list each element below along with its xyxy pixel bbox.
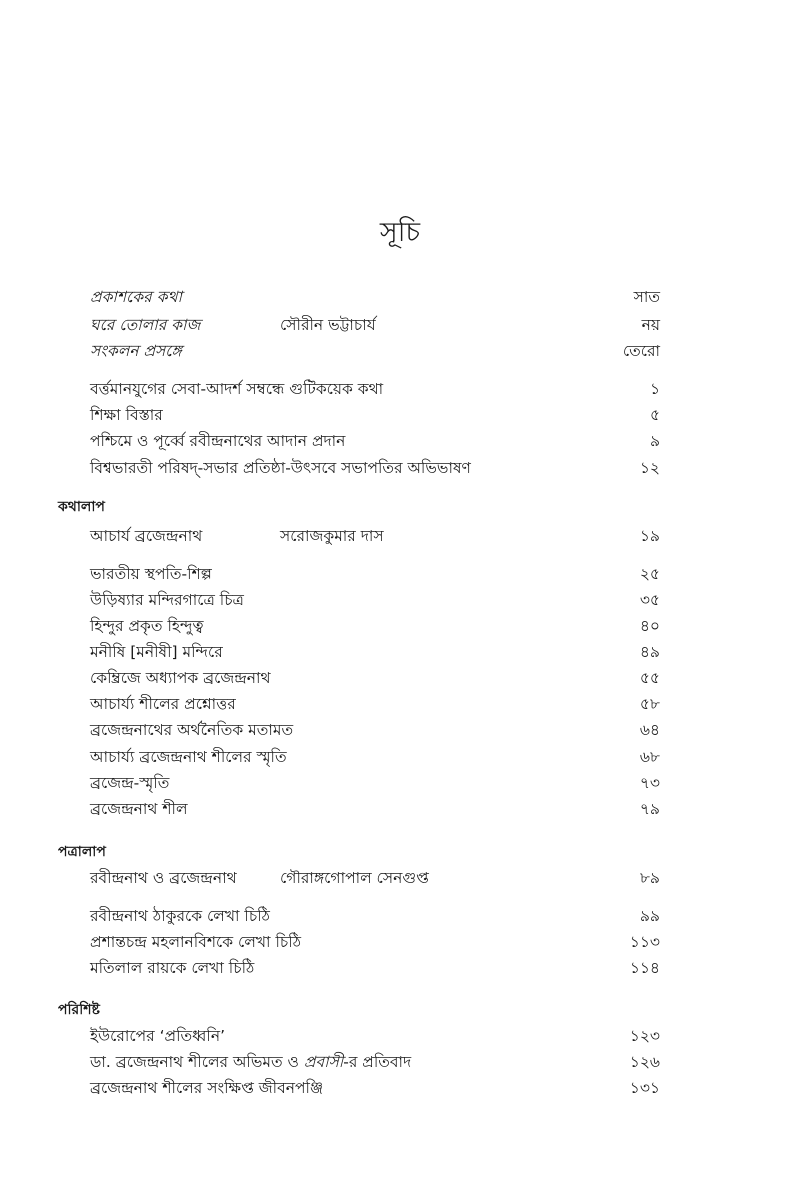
entry-page: ৪৯ bbox=[639, 643, 660, 661]
toc-entry bbox=[90, 285, 660, 309]
toc-entry bbox=[90, 1050, 660, 1074]
entry-page: সাত bbox=[633, 288, 660, 306]
entry-title: শিক্ষা বিস্তার bbox=[90, 406, 163, 424]
entry-page: নয় bbox=[641, 316, 660, 334]
toc-entry bbox=[90, 1076, 660, 1100]
entry-title-post: -র প্রতিবাদ bbox=[343, 1053, 412, 1071]
toc-entry bbox=[90, 339, 660, 363]
entry-page: ১২৩ bbox=[629, 1027, 660, 1045]
toc-entry bbox=[90, 524, 660, 548]
entry-title: রবীন্দ্রনাথ ও ব্রজেন্দ্রনাথ bbox=[90, 869, 237, 887]
entry-page: ৮৯ bbox=[639, 869, 660, 887]
toc-entry bbox=[90, 588, 660, 612]
toc-entry bbox=[90, 745, 660, 769]
entry-page: ৫৮ bbox=[639, 695, 660, 713]
entry-title: ঘরে তোলার কাজ bbox=[90, 316, 201, 334]
entry-title: প্রশান্তচন্দ্র মহলানবিশকে লেখা চিঠি bbox=[90, 933, 301, 951]
entry-title: সংকলন প্রসঙ্গে bbox=[90, 342, 182, 360]
entry-title: ব্রজেন্দ্রনাথ শীল bbox=[90, 800, 188, 818]
toc-entry bbox=[90, 1024, 660, 1048]
toc-entry bbox=[90, 562, 660, 586]
entry-title: বর্ত্তমানযুগের সেবা-আদর্শ সম্বন্ধে গুটিকয়েক কথা bbox=[90, 380, 384, 398]
entry-title: ভারতীয় স্থপতি-শিল্প bbox=[90, 565, 212, 583]
toc-entry bbox=[90, 614, 660, 638]
toc-entry bbox=[90, 692, 660, 716]
entry-title: রবীন্দ্রনাথ ঠাকুরকে লেখা চিঠি bbox=[90, 907, 270, 925]
toc-entry bbox=[90, 956, 660, 980]
entry-page: ৯ bbox=[649, 432, 660, 450]
entry-title: উড়িষ্যার মন্দিরগাত্রে চিত্র bbox=[90, 591, 244, 609]
entry-title bbox=[90, 1050, 411, 1074]
entry-title: আচার্য্য ব্রজেন্দ্রনাথ শীলের স্মৃতি bbox=[90, 748, 287, 766]
entry-title: মনীষি [মনীষী] মন্দিরে bbox=[90, 643, 223, 661]
entry-page: ১ bbox=[649, 380, 660, 398]
entry-title: ব্রজেন্দ্র-স্মৃতি bbox=[90, 774, 170, 792]
entry-title: আচার্য ব্রজেন্দ্রনাথ bbox=[90, 527, 203, 545]
toc-entry bbox=[90, 866, 660, 890]
entry-title: কেম্ব্রিজে অধ্যাপক ব্রজেন্দ্রনাথ bbox=[90, 669, 271, 687]
entry-title-italic: প্রবাসী bbox=[303, 1053, 344, 1071]
entry-title: ইউরোপের ‘প্রতিধ্বনি’ bbox=[90, 1027, 226, 1045]
toc-entry bbox=[90, 429, 660, 453]
entry-title: প্রকাশকের কথা bbox=[90, 288, 182, 306]
page-title: সূচি bbox=[379, 217, 421, 248]
toc-entry bbox=[90, 403, 660, 427]
entry-title: বিশ্বভারতী পরিষদ্‌-সভার প্রতিষ্ঠা-উৎসবে সভাপতির অভিভাষণ bbox=[90, 459, 471, 477]
entry-title: হিন্দুর প্রকৃত হিন্দুত্ব bbox=[90, 617, 204, 635]
toc-entry bbox=[90, 640, 660, 664]
entry-title: ব্রজেন্দ্রনাথের অর্থনৈতিক মতামত bbox=[90, 721, 294, 739]
entry-author: সরোজকুমার দাস bbox=[280, 527, 384, 545]
toc-entry bbox=[90, 456, 660, 480]
toc-entry bbox=[90, 377, 660, 401]
entry-page: ১৩১ bbox=[629, 1079, 660, 1097]
toc-entry bbox=[90, 904, 660, 928]
entry-title: পশ্চিমে ও পূর্ব্বে রবীন্দ্রনাথের আদান প্রদান bbox=[90, 432, 346, 450]
entry-page: ১১৪ bbox=[629, 959, 660, 977]
entry-page: ১৯ bbox=[639, 527, 660, 545]
section-heading-patralap: পত্রালাপ bbox=[58, 844, 106, 860]
entry-author: সৌরীন ভট্টাচার্য bbox=[280, 316, 376, 334]
section-heading-parishishta: পরিশিষ্ট bbox=[58, 1002, 100, 1018]
toc-entry bbox=[90, 313, 660, 337]
entry-page: ৯৯ bbox=[639, 907, 660, 925]
entry-page: ৬৮ bbox=[639, 748, 660, 766]
toc-entry bbox=[90, 718, 660, 742]
entry-title: ব্রজেন্দ্রনাথ শীলের সংক্ষিপ্ত জীবনপঞ্জি bbox=[90, 1079, 324, 1097]
entry-page: ৬৪ bbox=[639, 721, 660, 739]
entry-page: ৩৫ bbox=[639, 591, 660, 609]
entry-page: ৪০ bbox=[639, 617, 660, 635]
toc-entry bbox=[90, 771, 660, 795]
toc-entry bbox=[90, 930, 660, 954]
entry-page: ১২ bbox=[639, 459, 660, 477]
toc-entry bbox=[90, 797, 660, 821]
entry-page: ৭৯ bbox=[639, 800, 660, 818]
entry-page: ৫ bbox=[649, 406, 660, 424]
entry-page: ১২৬ bbox=[629, 1053, 660, 1071]
toc-entry bbox=[90, 666, 660, 690]
entry-author: গৌরাঙ্গগোপাল সেনগুপ্ত bbox=[280, 869, 429, 887]
section-heading-kathalap: কথালাপ bbox=[58, 499, 105, 515]
entry-page: তেরো bbox=[622, 342, 660, 360]
entry-page: ৭৩ bbox=[639, 774, 660, 792]
entry-page: ১১৩ bbox=[629, 933, 660, 951]
entry-title-pre: ডা. ব্রজেন্দ্রনাথ শীলের অভিমত ও bbox=[90, 1053, 304, 1071]
entry-page: ২৫ bbox=[639, 565, 660, 583]
entry-title: মতিলাল রায়কে লেখা চিঠি bbox=[90, 959, 255, 977]
entry-title: আচার্য্য শীলের প্রশ্নোত্তর bbox=[90, 695, 236, 713]
entry-page: ৫৫ bbox=[639, 669, 660, 687]
